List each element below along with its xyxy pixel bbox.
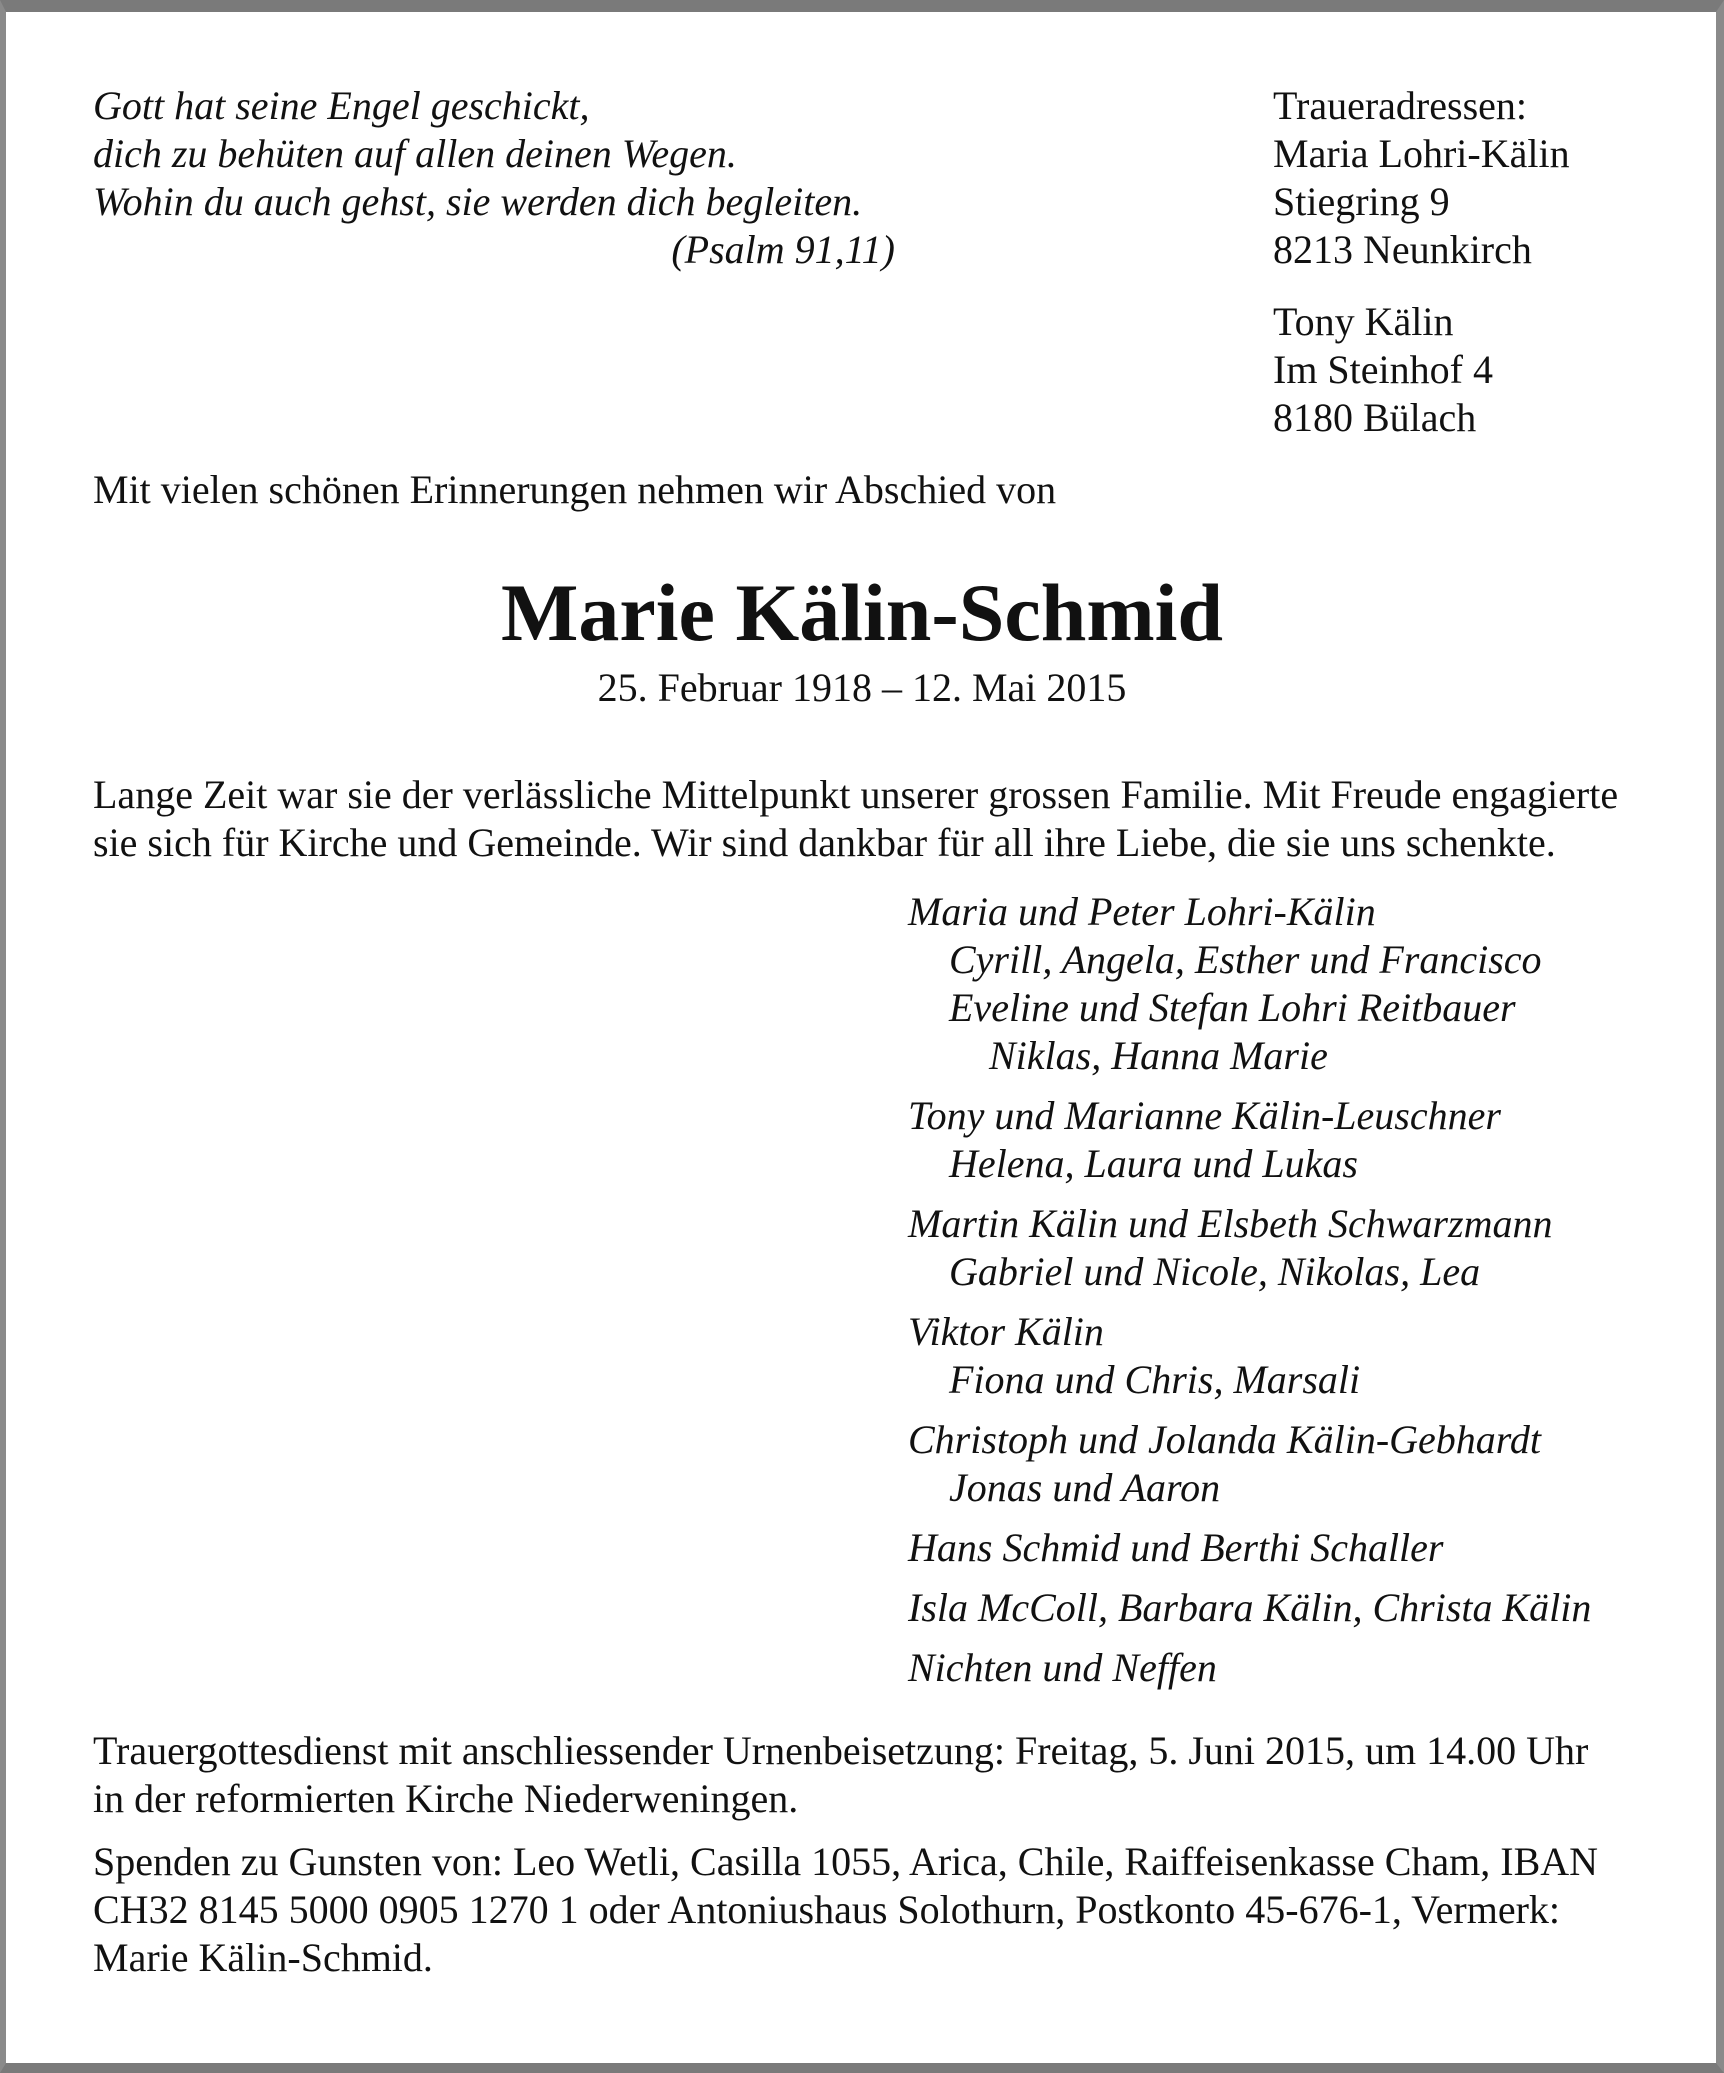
funeral-service-info <box>93 1727 1588 1823</box>
family-member: Eveline und Stefan Lohri Reitbauer <box>949 985 1516 1030</box>
family-member: Martin Kälin und Elsbeth Schwarzmann <box>908 1201 1553 1246</box>
donation-info <box>93 1838 1598 1982</box>
mourning-addresses <box>1273 82 1570 442</box>
tribute-line: Lange Zeit war sie der verlässliche Mittelpunkt unserer grossen Familie. Mit Freude engagierte <box>93 772 1619 817</box>
tribute-paragraph <box>93 771 1633 867</box>
family-group <box>908 1200 1591 1296</box>
family-group <box>908 1584 1591 1632</box>
family-member: Cyrill, Angela, Esther und Francisco <box>949 937 1542 982</box>
verse-line: dich zu behüten auf allen deinen Wegen. <box>93 131 737 176</box>
family-member: Jonas und Aaron <box>949 1465 1221 1510</box>
service-line: in der reformierten Kirche Niederweningen. <box>93 1776 799 1821</box>
family-member: Fiona und Chris, Marsali <box>949 1357 1361 1402</box>
family-group <box>908 1416 1591 1512</box>
address-line: Tony Kälin <box>1273 299 1454 344</box>
family-group <box>908 1092 1591 1188</box>
family-member: Tony und Marianne Kälin-Leuschner <box>908 1093 1501 1138</box>
family-list <box>908 888 1591 1704</box>
family-group <box>908 1524 1591 1572</box>
donation-line: Marie Kälin-Schmid. <box>93 1935 433 1980</box>
deceased-name: Marie Kälin-Schmid <box>500 567 1224 658</box>
bible-verse <box>93 82 895 274</box>
family-member: Christoph und Jolanda Kälin-Gebhardt <box>908 1417 1541 1462</box>
addresses-heading: Traueradressen: <box>1273 83 1528 128</box>
family-member: Niklas, Hanna Marie <box>989 1033 1328 1078</box>
address-spacer <box>1273 274 1570 298</box>
donation-line: Spenden zu Gunsten von: Leo Wetli, Casilla 1055, Arica, Chile, Raiffeisenkasse Cham, IBAN <box>93 1839 1599 1884</box>
farewell-text: Mit vielen schönen Erinnerungen nehmen wir Abschied von <box>93 467 1057 512</box>
family-member: Nichten und Neffen <box>908 1645 1217 1690</box>
service-line: Trauergottesdienst mit anschliessender Urnenbeisetzung: Freitag, 5. Juni 2015, um 14.00 Uhr <box>93 1728 1589 1773</box>
address-line: Stiegring 9 <box>1273 179 1450 224</box>
address-line: Im Steinhof 4 <box>1273 347 1493 392</box>
family-member: Maria und Peter Lohri-Kälin <box>908 889 1376 934</box>
verse-line: Gott hat seine Engel geschickt, <box>93 83 590 128</box>
family-member: Isla McColl, Barbara Kälin, Christa Kälin <box>908 1585 1592 1630</box>
family-group <box>908 1644 1591 1692</box>
family-member: Hans Schmid und Berthi Schaller <box>908 1525 1444 1570</box>
address-line: 8180 Bülach <box>1273 395 1477 440</box>
verse-reference: (Psalm 91,11) <box>671 227 895 272</box>
family-member: Gabriel und Nicole, Nikolas, Lea <box>949 1249 1481 1294</box>
address-line: Maria Lohri-Kälin <box>1273 131 1570 176</box>
family-group <box>908 1308 1591 1404</box>
family-member: Viktor Kälin <box>908 1309 1104 1354</box>
family-group <box>908 888 1591 1080</box>
tribute-line: sie sich für Kirche und Gemeinde. Wir sind dankbar für all ihre Liebe, die sie uns schenkte. <box>93 820 1556 865</box>
address-line: 8213 Neunkirch <box>1273 227 1532 272</box>
donation-line: CH32 8145 5000 0905 1270 1 oder Antoniushaus Solothurn, Postkonto 45-676-1, Vermerk: <box>93 1887 1561 1932</box>
life-dates: 25. Februar 1918 – 12. Mai 2015 <box>597 665 1127 710</box>
family-member: Helena, Laura und Lukas <box>949 1141 1358 1186</box>
verse-line: Wohin du auch gehst, sie werden dich begleiten. <box>93 179 863 224</box>
